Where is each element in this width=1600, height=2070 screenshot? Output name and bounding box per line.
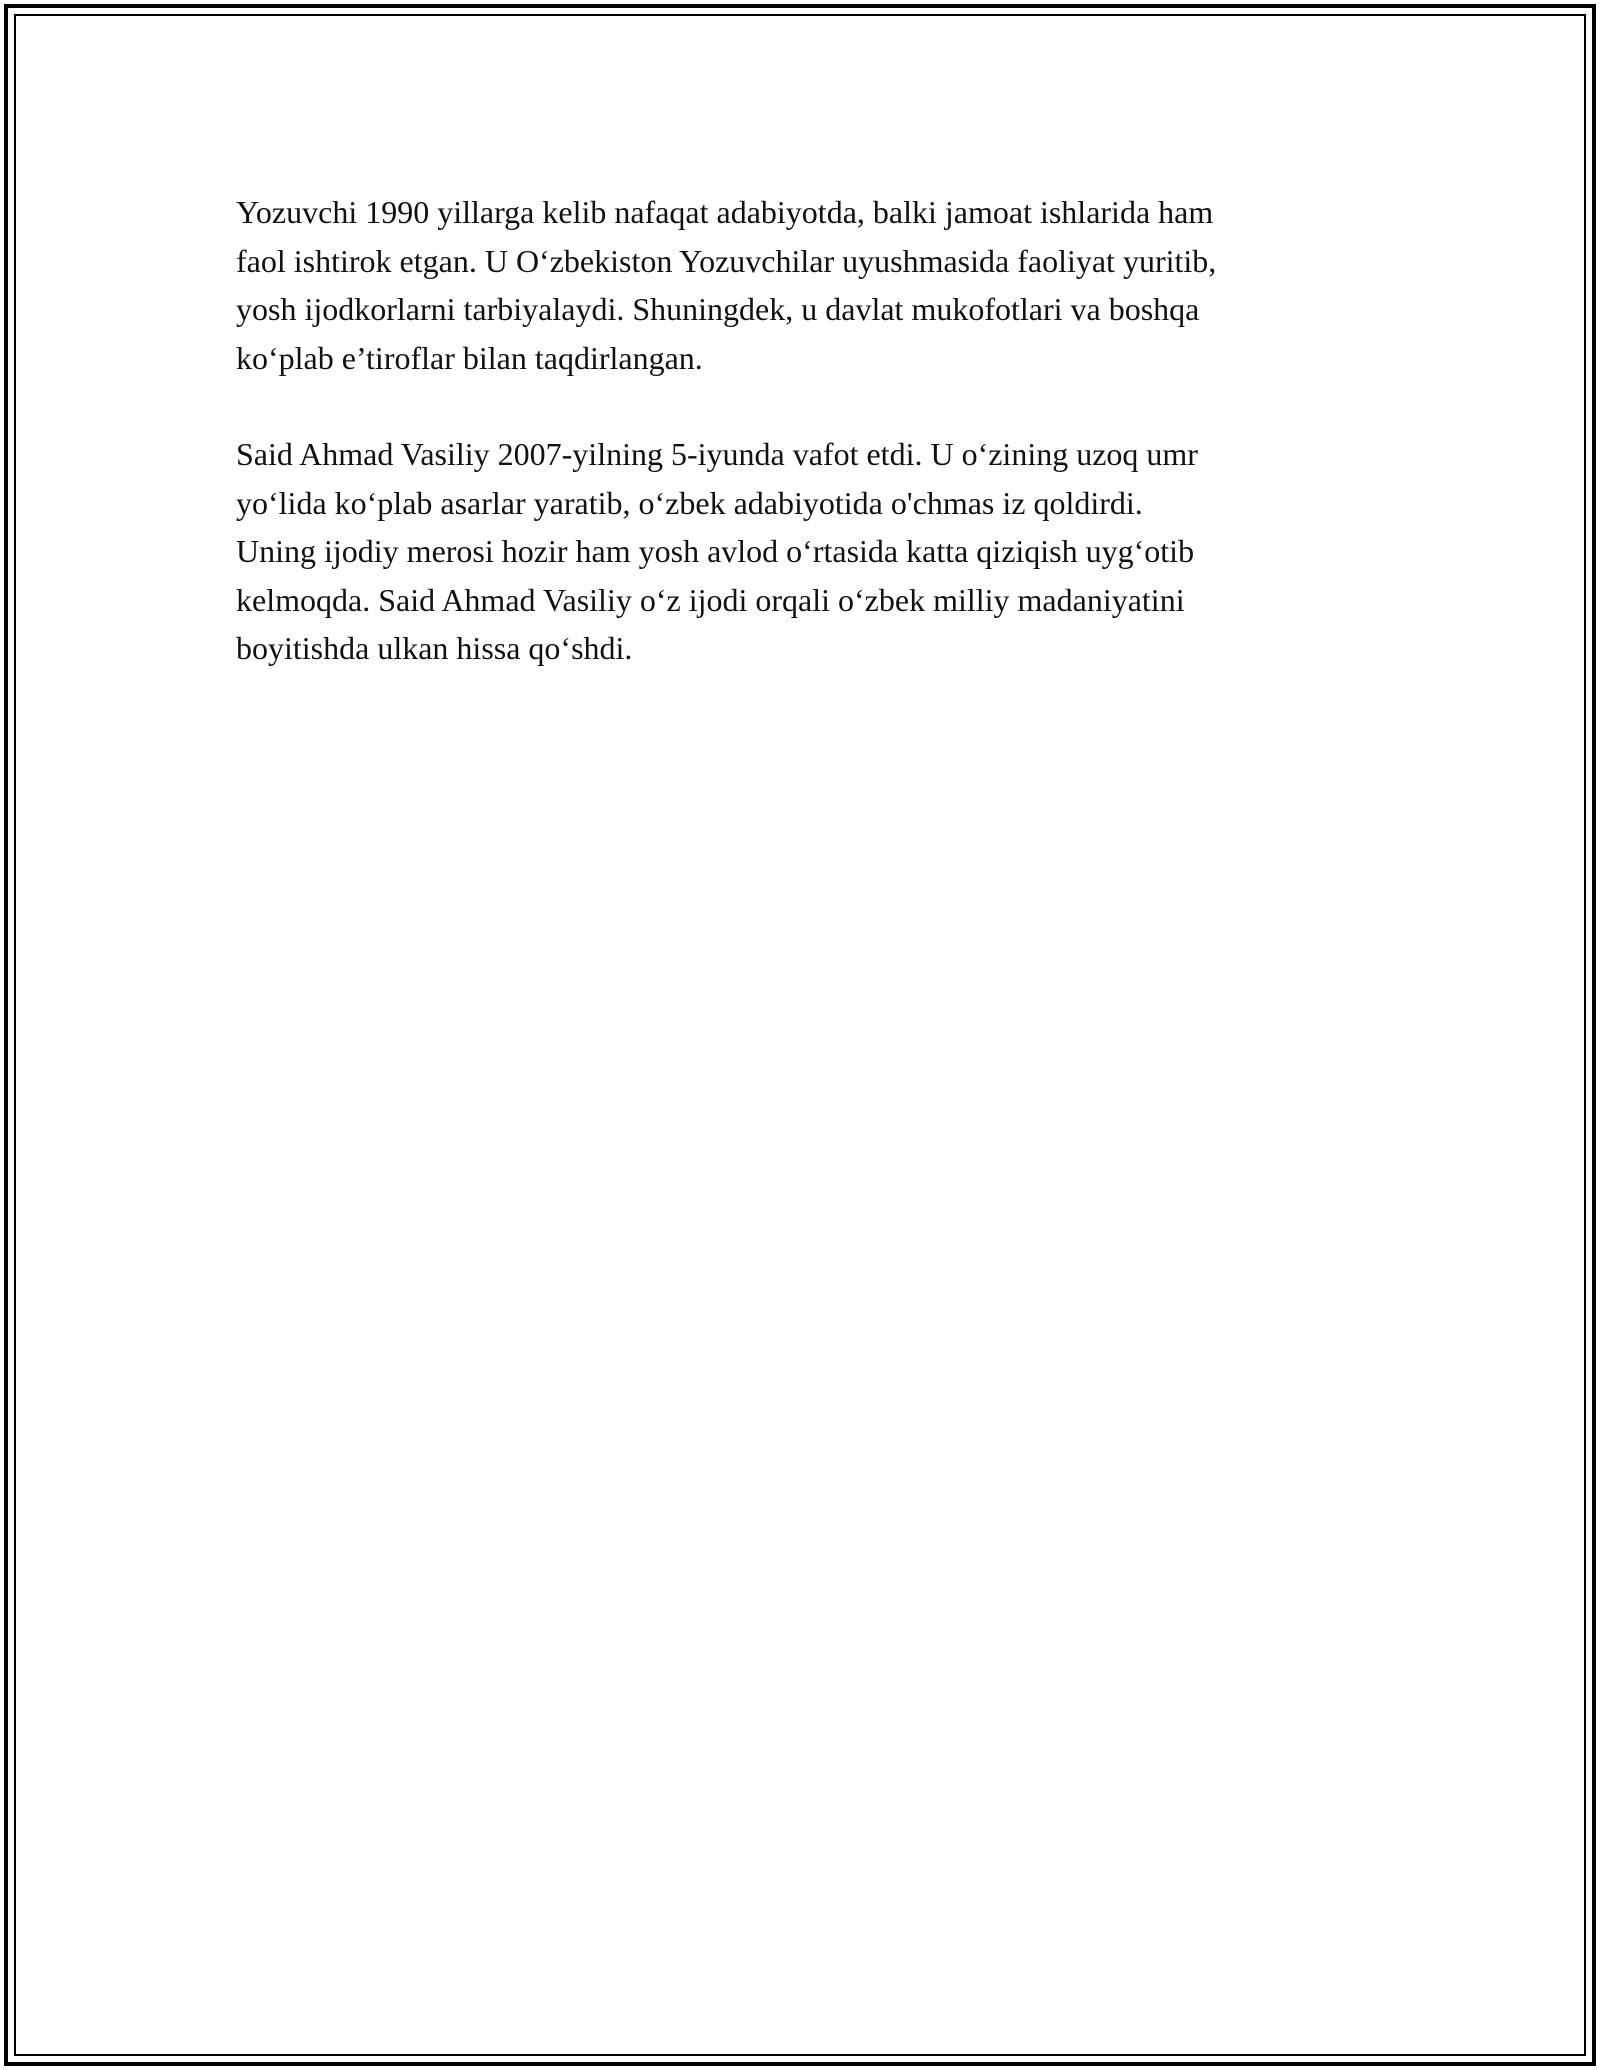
paragraph-1: Yozuvchi 1990 yillarga kelib nafaqat adabiyotda, balki jamoat ishlarida ham faol ishtirok etgan. U O‘zbekiston Yozuvchilar uyushmasida faoliyat yuritib, yosh ijodkorlarni tarbiyalaydi. Shuningdek, u davlat mukofotlari va boshqa ko‘plab e’tiroflar bilan taqdirlangan. [236, 194, 1217, 376]
paragraph-2: Said Ahmad Vasiliy 2007-yilning 5-iyunda vafot etdi. U o‘zining uzoq umr yo‘lida ko‘plab asarlar yaratib, o‘zbek adabiyotida o'chmas iz qoldirdi. Uning ijodiy merosi hozir ham yosh avlod o‘rtasida katta qiziqish uyg‘otib kelmoqda. Said Ahmad Vasiliy o‘z ijodi orqali o‘zbek milliy madaniyatini boyitishda ulkan hissa qo‘shdi. [236, 436, 1198, 666]
document-body [236, 188, 1396, 721]
